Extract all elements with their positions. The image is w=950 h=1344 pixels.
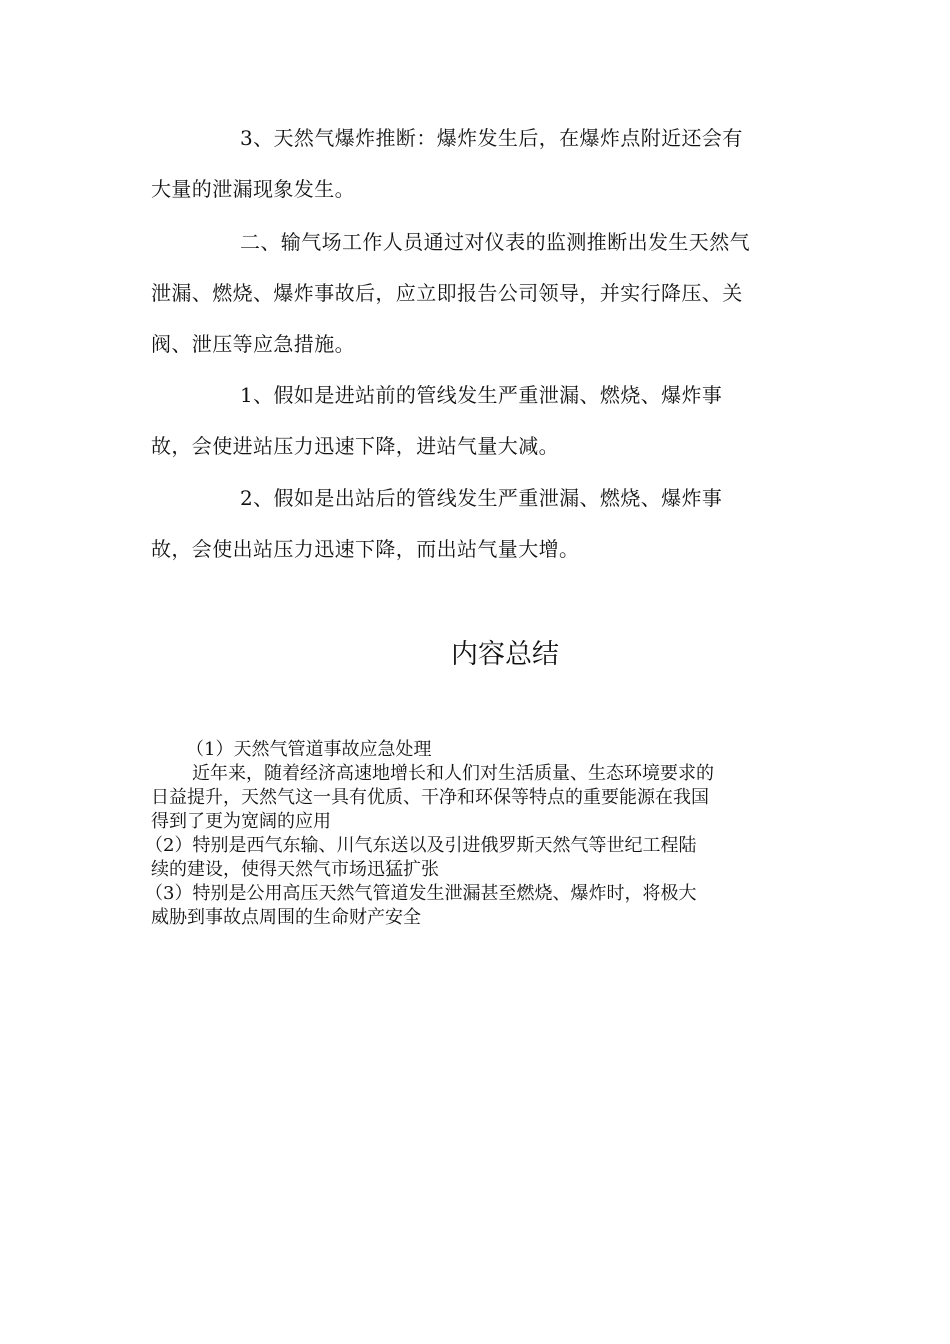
body-line-8: 2、假如是出站后的管线发生严重泄漏、燃烧、爆炸事 [240, 486, 723, 510]
summary-line-7: （3）特别是公用高压天然气管道发生泄漏甚至燃烧、爆炸时，将极大 [145, 883, 697, 904]
body-line-7: 故，会使进站压力迅速下降，进站气量大减。 [151, 434, 559, 458]
summary-line-2: 近年来，随着经济高速地增长和人们对生活质量、生态环境要求的 [192, 763, 714, 784]
summary-line-8: 威胁到事故点周围的生命财产安全 [151, 907, 421, 928]
body-line-3: 二、输气场工作人员通过对仪表的监测推断出发生天然气 [240, 230, 750, 254]
body-line-2: 大量的泄漏现象发生。 [151, 177, 355, 201]
body-line-9: 故，会使出站压力迅速下降，而出站气量大增。 [151, 537, 580, 561]
summary-title: 内容总结 [451, 639, 559, 670]
summary-line-1: （1）天然气管道事故应急处理 [186, 739, 432, 760]
summary-line-3: 日益提升，天然气这一具有优质、干净和环保等特点的重要能源在我国 [151, 787, 709, 808]
body-line-1: 3、天然气爆炸推断：爆炸发生后，在爆炸点附近还会有 [240, 126, 743, 150]
summary-line-5: （2）特别是西气东输、川气东送以及引进俄罗斯天然气等世纪工程陆 [145, 835, 697, 856]
body-line-6: 1、假如是进站前的管线发生严重泄漏、燃烧、爆炸事 [240, 383, 723, 407]
summary-line-6: 续的建设，使得天然气市场迅猛扩张 [151, 859, 439, 880]
body-line-5: 阀、泄压等应急措施。 [151, 332, 355, 356]
summary-line-4: 得到了更为宽阔的应用 [151, 811, 331, 832]
body-line-4: 泄漏、燃烧、爆炸事故后，应立即报告公司领导，并实行降压、关 [151, 281, 743, 305]
